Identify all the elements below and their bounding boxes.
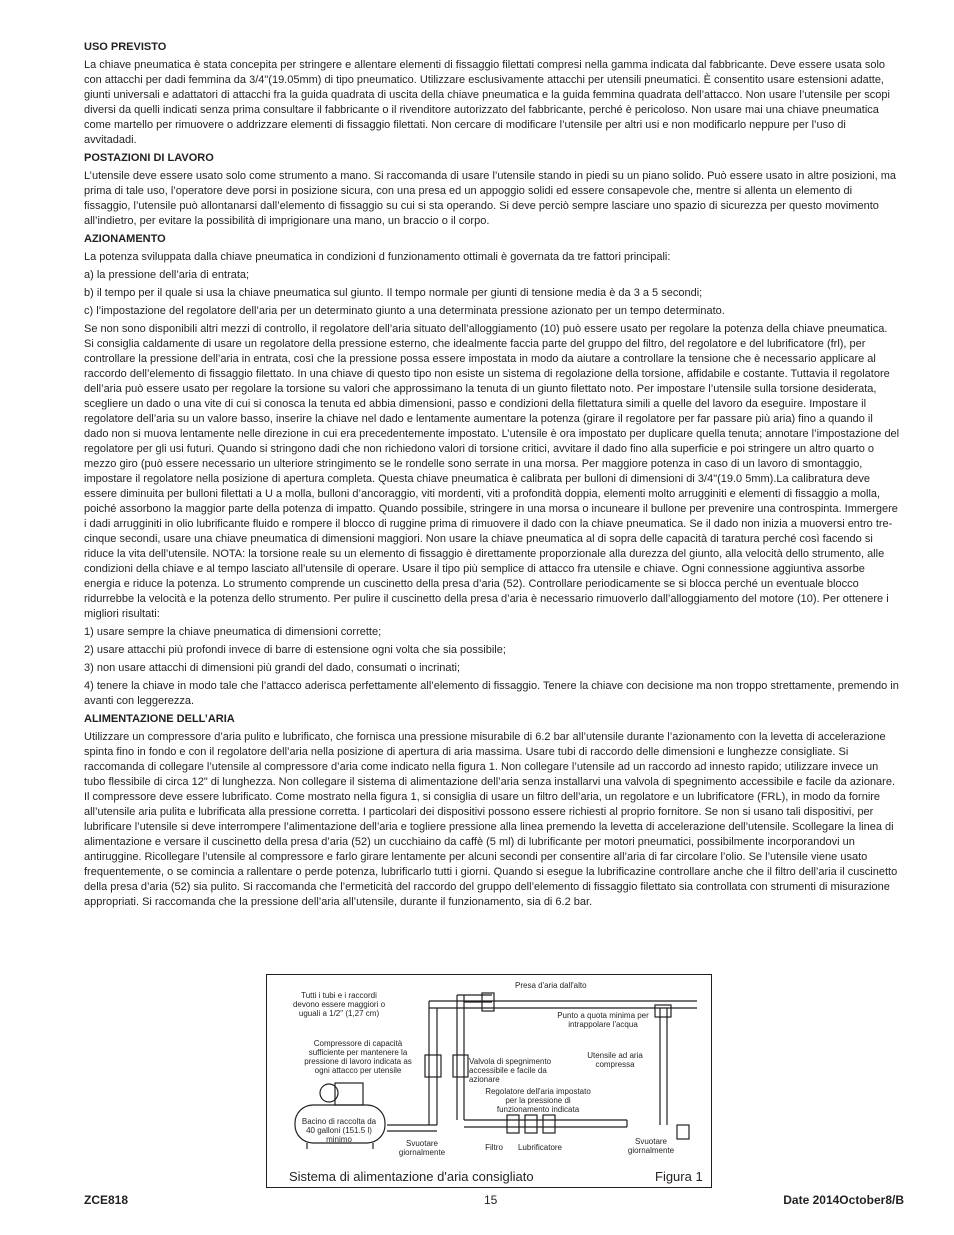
label-drain-right: Svuotare giornalmente	[627, 1137, 675, 1155]
paragraph: b) il tempo per il quale si usa la chiave pneumatica sul giunto. Il tempo normale per giunti di tensione media è da 3 a 5 secondi;	[84, 287, 703, 299]
label-pipes: Tutti i tubi e i raccordi devono essere maggiori o uguali a 1/2" (1,27 cm)	[292, 991, 386, 1018]
footer-date: Date 2014October8/B	[783, 1193, 904, 1207]
paragraph: Se non sono disponibili altri mezzi di controllo, il regolatore dell’aria situato dell’alloggiamento (10) può essere usato per regolare la potenza della chiave pneumatica. Si consiglia caldamente di usare un regolatore della pressione esterno, che idealmente faccia parte del gruppo del filtro, del regolatore e del lubrificatore (frl), per controllare la pressione dell’aria in entrata, così che la pressione possa essere impostata in modo da aiutare a controllare la tensione che è necessario applicare al raccordo dell’elemento di fissaggio filettato. In una chiave di questo tipo non esiste un sistema di regolazione della torsione, affidabile e costante. Tuttavia il regolatore dell’aria può essere usato per regolare la torsione su valori che approssimano la tenuta di un giunto filettato noto. Per impostare l’utensile sulla torsione desiderata, scegliere un dado o una vite di cui si conosca la tenuta ed abbia dimensioni, passo e condizioni della filettatura simili a quelle del lavoro da eseguire. Impostare il regolatore dell’aria su un valore basso, inserire la chiave nel dado e lentamente aumentare la potenza (girare il regolatore per far passare più aria) fino a quando il dado non si muova lentamente nelle direzione in cui era precedentemente impostato. L’utensile è ora impostato per duplicare quella tenuta; annotare l’impostazione del regolatore per gli usi futuri. Quando si stringono dadi che non richiedono valori di torsione critici, avvitare il dado fino alla superficie e poi stringere un altro quarto o mezzo giro (può essere necessario un ulteriore stringimento se le rondelle sono serrate in una morsa. Per maggiore potenza in caso di un lavoro di smontaggio, impostare il regolatore nella posizione di apertura completa. Questa chiave pneumatica è calibrata per bulloni di dimensioni di 3/4"(19.0 5mm).La calibratura deve essere diminuita per bulloni filettati a U a molla, bulloni d’ancoraggio, viti mordenti, viti a profondità doppia, elementi molto arrugginiti e elementi di fissaggio a molla, poiché assorbono la maggior parte della potenza di impatto. Quando possibile, stringere in una morsa o incuneare il bullone per prevenire una controspinta. Immergere i dadi arrugginiti in olio lubrificante fluido e rompere il blocco di ruggine prima di rimuovere il dado con la chiave pneumatica. Se il dado non inizia a muoversi entro tre-cinque secondi, usare una chiave pneumatica di dimensioni maggiori. Non usare la chiave pneumatica al di sopra delle capacità di taratura perché così facendo si riduce la vita dell’utensile. NOTA: la torsione reale su un elemento di fissaggio è direttamente proporzionale alla durezza del giunto, alla velocità dello strumento, alle condizioni della chiave e al tempo lasciato all’utensile di operare. Usare il tipo più semplice di attacco fra utensile e chiave. Ogni connessione aggiuntiva assorbe energia e riduce la potenza. Lo strumento comprende un cuscinetto della presa d’aria (52). Controllare periodicamente se si blocca perché un eventuale blocco ridurrebbe la velocità e la potenza dello strumento. Per pulire il cuscinetto della presa d’aria è necessario rimuoverlo dall’alloggiamento del motore (10). Per ottenere i migliori risultati:	[84, 323, 900, 620]
footer-page: 15	[484, 1193, 498, 1207]
label-lubricator: Lubrificatore	[517, 1143, 563, 1152]
figure-number: Figura 1	[655, 1169, 703, 1184]
label-drain-left: Svuotare giornalmente	[398, 1139, 446, 1157]
paragraph: 2) usare attacchi più profondi invece di barre di estensione ogni volta che sia possibile;	[84, 644, 506, 656]
air-supply-figure	[266, 974, 712, 1188]
document-body	[84, 40, 900, 913]
figure-caption: Sistema di alimentazione d'aria consigliato	[289, 1169, 534, 1184]
label-valve: Valvola di spegnimento accessibile e facile da azionare	[469, 1057, 552, 1084]
paragraph: Utilizzare un compressore d’aria pulito e lubrificato, che fornisca una pressione misurabile di 6.2 bar all’utensile durante l’azionamento con la levetta di accelerazione spinta fino in fondo e con il regolatore dell’aria nella posizione di apertura di aria massima. Usare tubi di raccordo delle dimensioni e lunghezze consigliate. Si raccomanda di collegare l’utensile al compressore d’aria come indicato nella figura 1. Non collegare l’utensile ad un raccordo ad innesto rapido; utilizzare invece un tubo flessibile di circa 12" di lunghezza. Non collegare il sistema di alimentazione dell’aria senza installarvi una valvola di spegnimento accessibile e facile da azionare. Il compressore deve essere lubrificato. Come mostrato nella figura 1, si consiglia di usare un filtro dell’aria, un regolatore e un lubrificatore (FRL), in modo da fornire all’utensile aria pulita e lubrificata alla pressione corretta. I particolari dei dispositivi possono essere richiesti al proprio fornitore. Se non si usano tali dispositivi, per lubrificare l’utensile si deve interrompere l’alimentazione dell’aria e togliere pressione alla linea premendo la levetta di accelerazione dell’utensile. Scollegare la linea di alimentazione e versare il cuscinetto della presa d’aria (52) un cucchiaino da caffè (5 ml) di lubrificante per motori pneumatici, possibilmente incorporandovi un antiruggine. Ricollegare l’utensile al compressore e farlo girare lentamente per alcuni secondi per consentire all’aria di far circolare l’olio. Se l’utensile viene usato frequentemente, o se comincia a rallentare o perde potenza, lubrificarlo tutti i giorni. Quando si esegue la lubrificazine controllare anche che il filtro dell’aria il cuscinetto della presa d’aria (52) sia pulito. Si raccomanda che l’ermeticità del raccordo del gruppo dell’elemento di fissaggio filettato sia controllata con strumenti di misurazione appropriati. Si raccomanda che la pressione dell’aria all’utensile, durante il funzionamento, sia di 6.2 bar.	[84, 731, 898, 908]
label-filter: Filtro	[485, 1143, 503, 1152]
paragraph: a) la pressione dell’aria di entrata;	[84, 269, 250, 281]
section-heading: ALIMENTAZIONE DELL’ARIA	[84, 713, 235, 725]
paragraph: 3) non usare attacchi di dimensioni più grandi del dado, consumati o incrinati;	[84, 662, 461, 674]
section-heading: USO PREVISTO	[84, 41, 167, 53]
label-regulator: Regolatore dell'aria impostato per la pressione di funzionamento indicata	[485, 1087, 591, 1114]
paragraph: La potenza sviluppata dalla chiave pneumatica in condizioni d funzionamento ottimali è governata da tre fattori principali:	[84, 251, 671, 263]
paragraph: c) l’impostazione del regolatore dell’aria per un determinato giunto a una determinata pressione azionato per un tempo determinato.	[84, 305, 725, 317]
paragraph: 4) tenere la chiave in modo tale che l’attacco aderisca perfettamente all’elemento di fissaggio. Tenere la chiave con decisione ma non troppo strettamente, premendo in avanti con leggerezza.	[84, 680, 899, 707]
section-heading: POSTAZIONI DI LAVORO	[84, 152, 214, 164]
label-top-take: Presa d'aria dall'alto	[515, 981, 587, 990]
label-tank: Bacino di raccolta da 40 galloni (151.5 l) minimo	[301, 1117, 377, 1144]
paragraph: 1) usare sempre la chiave pneumatica di dimensioni corrette;	[84, 626, 382, 638]
paragraph: La chiave pneumatica è stata concepita per stringere e allentare elementi di fissaggio filettati compresi nella gamma indicata dal fabbricante. Deve essere usata solo con attacchi per dadi femmina da 3/4"(19.05mm) di tipo pneumatico. Utilizzare esclusivamente attacchi per utensili pneumatici. È consentito usare estensioni adatte, giunti universali e adattatori di attacchi fra la guida quadrata di uscita della chiave pneumatica e la guida femmina quadrata dell’attacco. Non usare l’utensile per scopi diversi da quelli indicati senza prima consultare il fabbricante o il rivenditore autorizzato del fabbricante, perché è pericoloso. Non usare mai una chiave pneumatica come martello per rimuovere o addrizzare elementi di fissaggio filettati. Non cercare di modificare l’utensile per altri usi e non modificarlo neppure per l’uso di avvitadadi.	[84, 59, 890, 146]
footer-model: ZCE818	[84, 1193, 129, 1207]
label-low-point: Punto a quota minima per intrappolare l'acqua	[557, 1011, 649, 1029]
section-heading: AZIONAMENTO	[84, 233, 166, 245]
label-compressor: Compressore di capacità sufficiente per mantenere la pressione di lavoro indicata as ogni attacco per utensile	[304, 1039, 412, 1075]
paragraph: L’utensile deve essere usato solo come strumento a mano. Si raccomanda di usare l’utensile stando in piedi su un piano solido. Può essere usato in altre posizioni, ma prima di tale uso, l’operatore deve porsi in posizione sicura, con una presa ed un appoggio solidi ed essere consapevole che, mentre si allenta un elemento di fissaggio, l’utensile può allontanarsi dall’elemento di fissaggio su cui si sta operando. Si deve perciò sempre lasciare uno spazio di sicurezza per questo movimento all’indietro, per evitare la possibilità di imprigionare una mano, un braccio o il corpo.	[84, 170, 897, 227]
label-tool: Utensile ad aria compressa	[587, 1051, 643, 1069]
